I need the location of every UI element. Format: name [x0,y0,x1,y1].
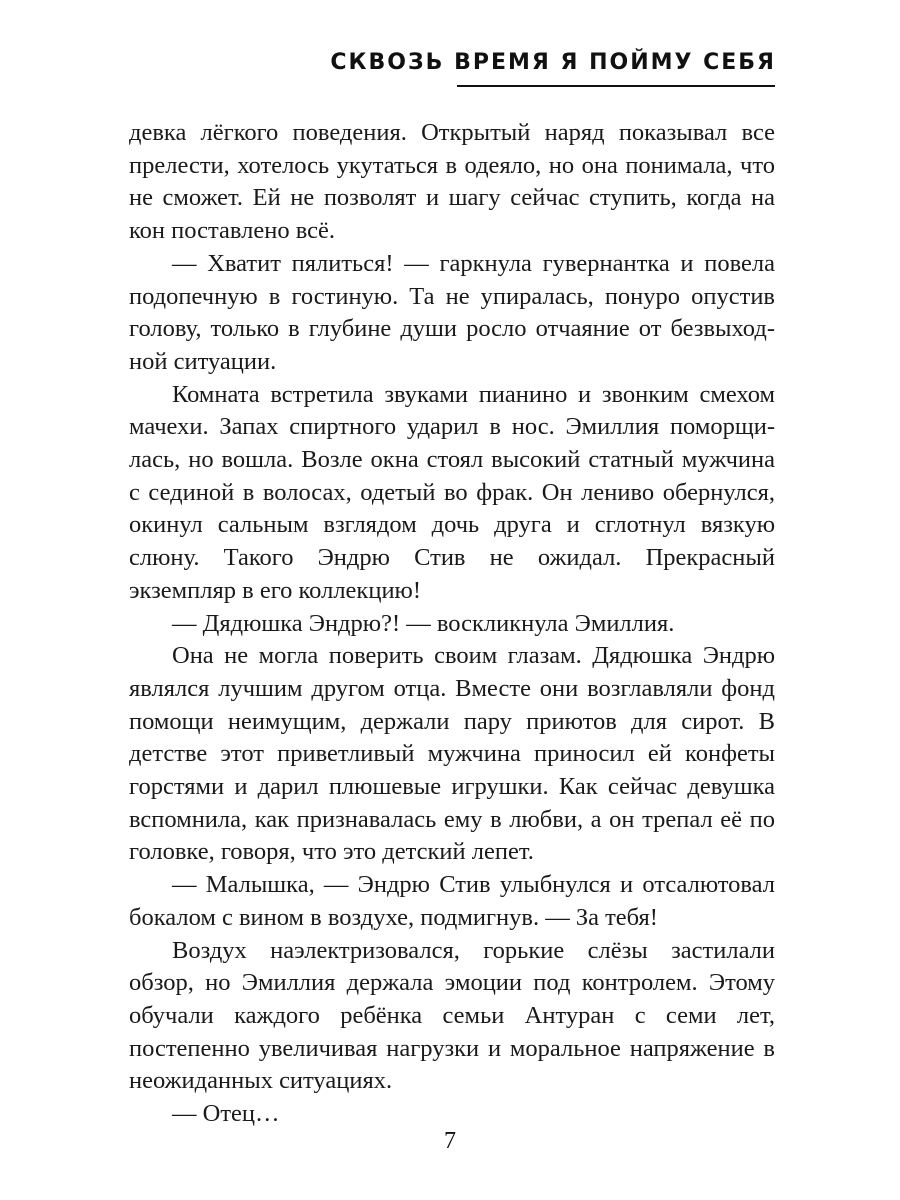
paragraph: — Хватит пялиться! — гаркнула гувернантка и повела подопечную в гостиную. Та не упиралась, понуро опустив голову, только в глубине души росло отчаяние от безвыходной ситуации. [129,249,775,375]
paragraph: Воздух наэлектризовался, горькие слёзы застилали обзор, но Эмиллия держала эмоции под контролем. Этому обучали каждого ребёнка семьи Антуран с семи лет, постепенно увеличивая нагрузки и моральное напряжение в неожиданных ситуациях. [129,936,775,1095]
paragraph: Она не могла поверить своим глазам. Дядюшка Эндрю являлся лучшим другом отца. Вместе они возглавляли фонд помощи неимущим, держали пару приютов для сирот. В детстве этот приветливый мужчина приносил ей конфеты горстями и дарил плюшевые игрушки. Как сейчас девушка вспомнила, как признавалась ему в любви, а он трепал её по головке, говоря, что это детский лепет. [129,642,775,866]
paragraph: — Отец… [172,1100,280,1128]
page-number: 7 [444,1128,456,1154]
header-rule [457,85,775,87]
paragraph: Комната встретила звуками пианино и звонким смехом мачехи. Запах спиртного ударил в нос. Эмиллия поморщилась, но вошла. Возле окна стоял высокий статный мужчина с сединой в волосах, одетый во фрак. Он лениво обернулся, окинул сальным взглядом дочь друга и сглотнул вязкую слюну. Такого Эндрю Стив не ожидал. Прекрасный экземпляр в его коллекцию! [129,380,775,604]
running-title: СКВОЗЬ ВРЕМЯ Я ПОЙМУ СЕБЯ [330,50,776,75]
paragraph: девка лёгкого поведения. Открытый наряд показывал все прелести, хотелось укутаться в одеяло, но она понимала, что не сможет. Ей не позволят и шагу сейчас ступить, когда на кон поставлено всё. [129,119,775,245]
paragraph: — Малышка, — Эндрю Стив улыбнулся и отсалютовал бокалом с вином в воздухе, подмигнув. — За тебя! [129,871,775,931]
paragraph: — Дядюшка Эндрю?! — воскликнула Эмиллия. [172,609,675,637]
page-body [129,117,775,1131]
